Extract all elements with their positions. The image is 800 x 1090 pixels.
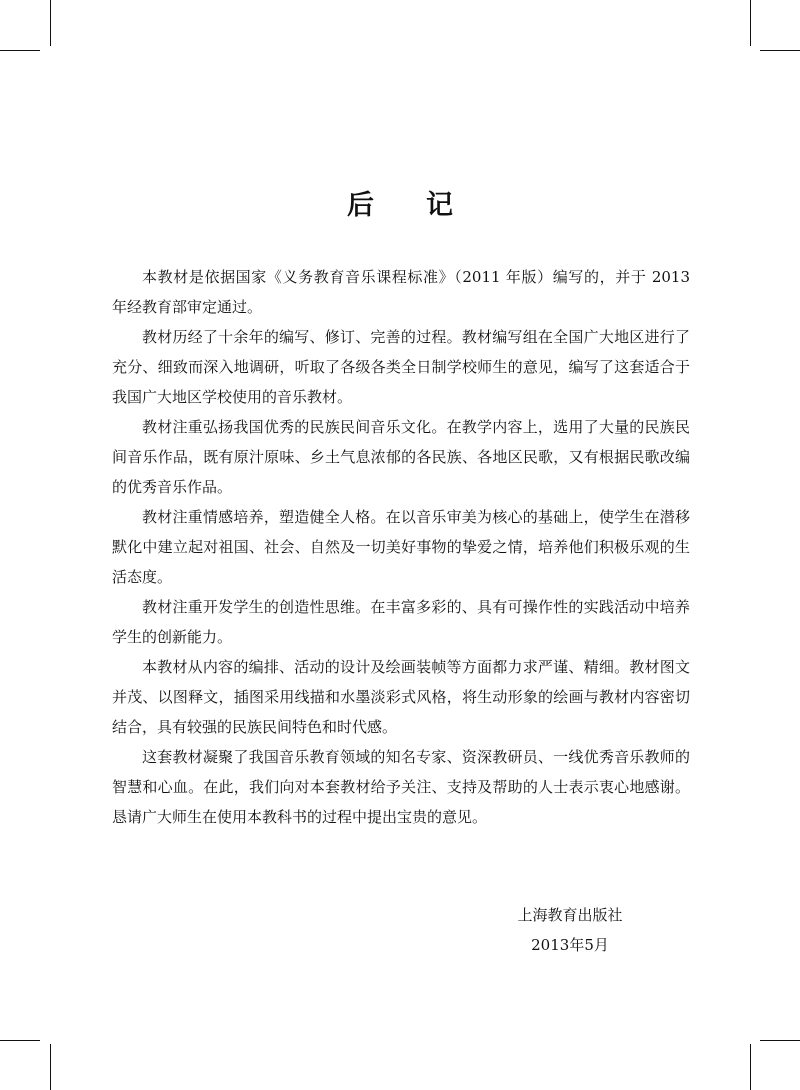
crop-mark <box>0 50 40 51</box>
crop-mark <box>0 1040 40 1041</box>
body-text <box>112 262 690 832</box>
publisher-name: 上海教育出版社 <box>517 906 623 924</box>
paragraph: 教材历经了十余年的编写、修订、完善的过程。教材编写组在全国广大地区进行了充分、细致而深入地调研，听取了各级各类全日制学校师生的意见，编写了这套适合于我国广大地区学校使用的音乐教材。 <box>112 328 690 406</box>
paragraph: 教材注重弘扬我国优秀的民族民间音乐文化。在教学内容上，选用了大量的民族民间音乐作品，既有原汁原味、乡土气息浓郁的各民族、各地区民歌，又有根据民歌改编的优秀音乐作品。 <box>112 418 690 496</box>
title-char: 后 <box>347 190 374 221</box>
paragraph: 本教材从内容的编排、活动的设计及绘画装帧等方面都力求严谨、精细。教材图文并茂、以图释文，插图采用线描和水墨淡彩式风格，将生动形象的绘画与教材内容密切结合，具有较强的民族民间特色和时代感。 <box>112 658 690 736</box>
crop-mark <box>750 1044 751 1090</box>
publish-date: 2013年5月 <box>531 936 609 954</box>
crop-mark <box>50 0 51 46</box>
crop-mark <box>760 1040 800 1041</box>
paragraph: 这套教材凝聚了我国音乐教育领域的知名专家、资深教研员、一线优秀音乐教师的智慧和心血。在此，我们向对本套教材给予关注、支持及帮助的人士表示衷心地感谢。恳请广大师生在使用本教科书的过程中提出宝贵的意见。 <box>112 748 690 826</box>
page-title <box>0 183 800 223</box>
paragraph: 本教材是依据国家《义务教育音乐课程标准》（2011 年版）编写的，并于 2013 年经教育部审定通过。 <box>112 268 690 316</box>
title-char: 记 <box>426 190 453 221</box>
crop-mark <box>750 0 751 46</box>
signature <box>470 900 670 960</box>
paragraph: 教材注重开发学生的创造性思维。在丰富多彩的、具有可操作性的实践活动中培养学生的创新能力。 <box>112 598 690 646</box>
paragraph: 教材注重情感培养，塑造健全人格。在以音乐审美为核心的基础上，使学生在潜移默化中建立起对祖国、社会、自然及一切美好事物的挚爱之情，培养他们积极乐观的生活态度。 <box>112 508 690 586</box>
crop-mark <box>760 50 800 51</box>
crop-mark <box>50 1044 51 1090</box>
